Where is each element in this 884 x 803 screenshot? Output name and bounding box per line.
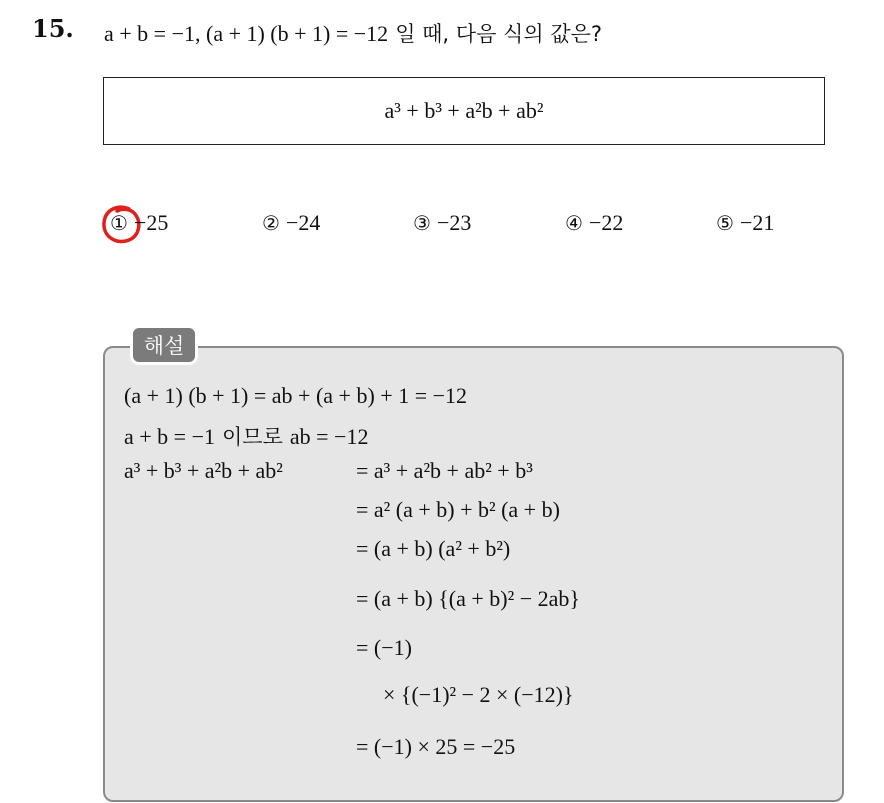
question-suffix: 일 때, 다음 식의 값은? — [395, 22, 602, 46]
solution-tab: 해설 — [130, 325, 198, 365]
choice-3[interactable] — [413, 210, 471, 236]
solution-line-1: (a + 1) (b + 1) = ab + (a + b) + 1 = −12 — [124, 383, 468, 408]
solution-line-3-lhs: a³ + b³ + a²b + ab² — [124, 458, 283, 483]
expression: a³ + b³ + a²b + ab² — [384, 98, 544, 123]
solution-line-3-rhs: = a³ + a²b + ab² + b³ — [356, 458, 533, 483]
question-text — [104, 18, 602, 48]
choice-mark: ⑤ — [716, 211, 734, 235]
condition-math: a + b = −1, (a + 1) (b + 1) = −12 — [104, 21, 389, 46]
choice-1[interactable] — [110, 210, 168, 236]
solution-line-2 — [124, 421, 368, 451]
solution-line-6: = (a + b) {(a + b)² − 2ab} — [356, 586, 580, 611]
answer-choices — [0, 210, 884, 242]
choice-value: −22 — [588, 210, 624, 235]
line2-math-a: a + b = −1 — [124, 424, 215, 449]
choice-value: −25 — [133, 210, 169, 235]
line2-math-b: ab = −12 — [289, 424, 369, 449]
solution-line-5: = (a + b) (a² + b²) — [356, 536, 511, 561]
choice-mark: ④ — [565, 211, 583, 235]
choice-mark: ③ — [413, 211, 431, 235]
solution-line-4: = a² (a + b) + b² (a + b) — [356, 497, 560, 522]
choice-5[interactable] — [716, 210, 774, 236]
choice-mark: ② — [262, 211, 280, 235]
choice-value: −23 — [436, 210, 472, 235]
choice-mark: ① — [110, 211, 128, 235]
solution-line-9: = (−1) × 25 = −25 — [356, 734, 516, 759]
solution-line-7: = (−1) — [356, 635, 412, 660]
solution-line-8: × {(−1)² − 2 × (−12)} — [383, 682, 574, 707]
expression-box — [103, 77, 825, 145]
choice-2[interactable] — [262, 210, 320, 236]
line2-ko: 이므로 — [222, 425, 283, 449]
problem-number: 15. — [32, 14, 74, 43]
choice-value: −21 — [739, 210, 775, 235]
choice-value: −24 — [285, 210, 321, 235]
choice-4[interactable] — [565, 210, 623, 236]
